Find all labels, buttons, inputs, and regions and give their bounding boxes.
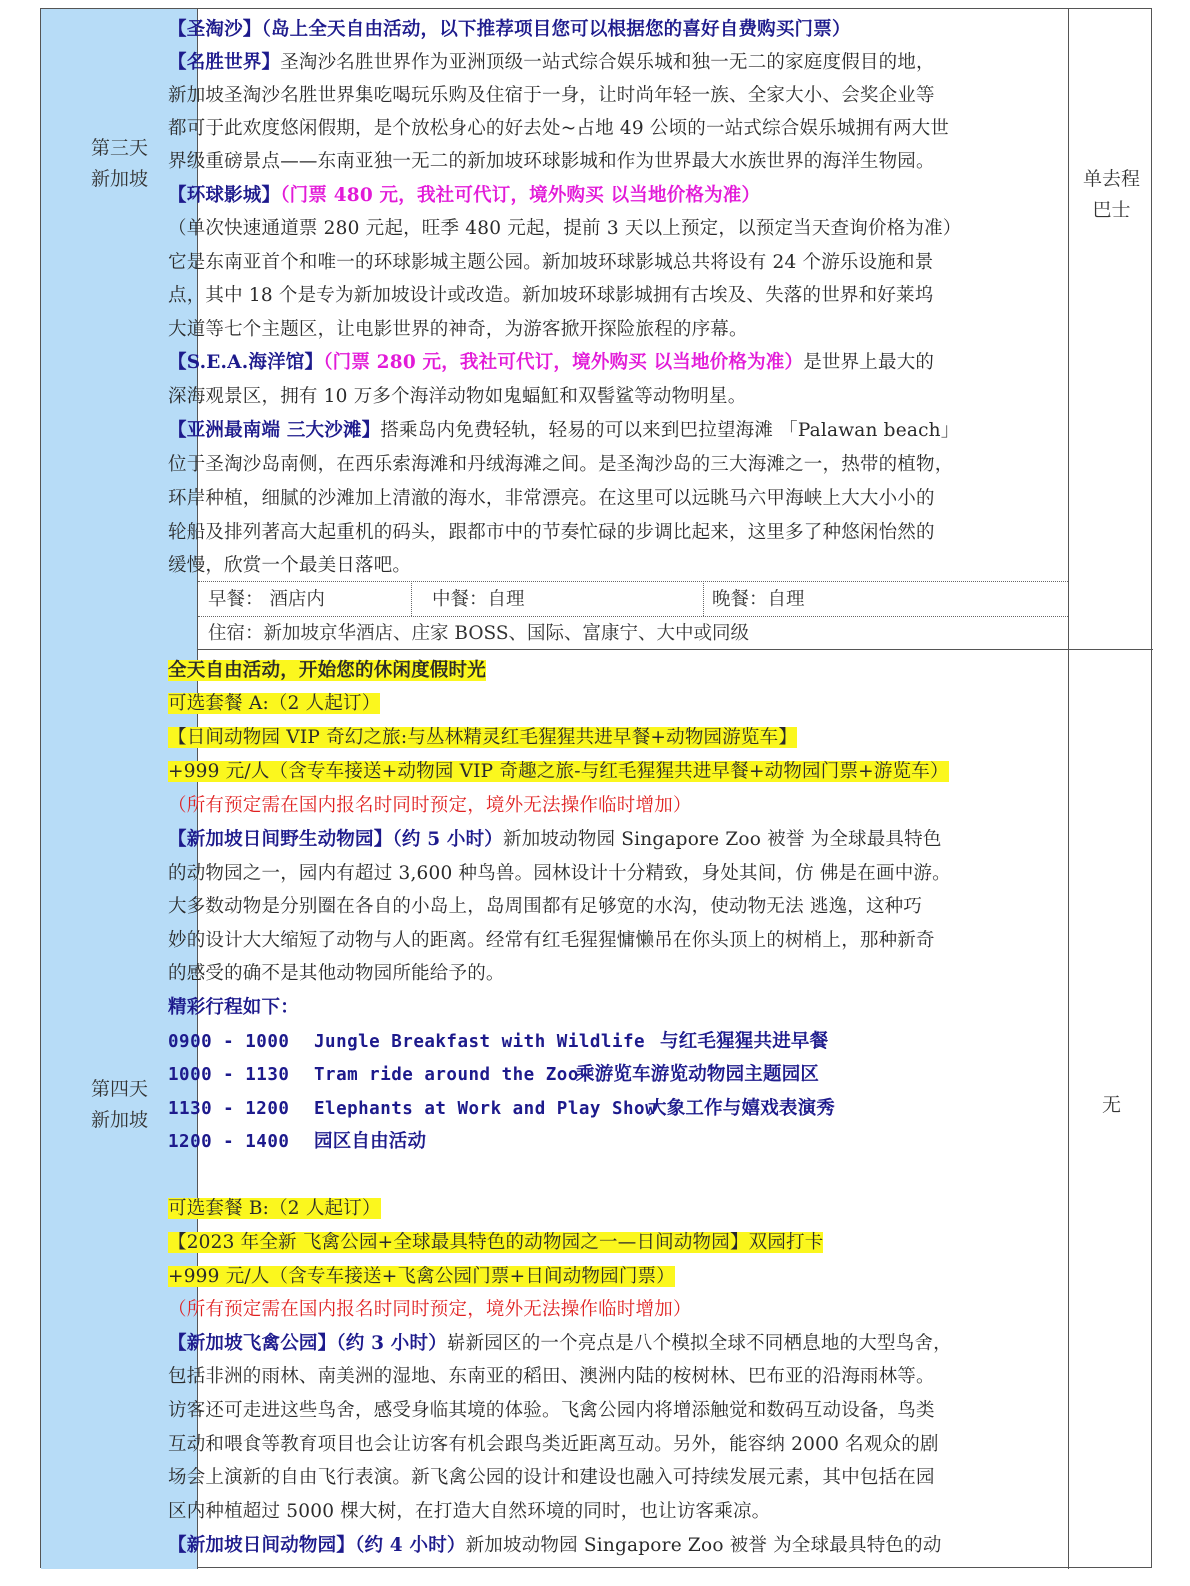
sea-aquarium-line (168, 346, 934, 379)
text-line: （单次快速通道票 280 元起，旺季 480 元起，提前 3 天以上预定，以预定当天查询价格为准） (168, 218, 962, 239)
schedule-activity-en: Jungle Breakfast with Wildlife (314, 1032, 646, 1052)
schedule-time: 1200 - 1400 (168, 1132, 290, 1152)
zoo-heading-line (168, 823, 942, 856)
text-line: 包括非洲的雨林、南美洲的湿地、东南亚的稻田、澳洲内陆的桉树林、巴布亚的沿海雨林等。 (168, 1366, 935, 1387)
beaches-title: 【亚洲最南端 三大沙滩】 (168, 420, 381, 441)
day4-transport-cell (1068, 649, 1153, 1569)
schedule-heading: 精彩行程如下： (168, 997, 299, 1018)
uss-heading-line (168, 179, 760, 212)
day4-label-line2: 新加坡 (90, 1109, 148, 1131)
uss-price-note: （门票 480 元，我社可代订，境外购买 以当地价格为准） (280, 185, 761, 206)
schedule-row-1 (168, 1025, 828, 1058)
zoo-text: 新加坡动物园 Singapore Zoo 被誉 为全球最具特色 (503, 829, 942, 850)
day-zoo-heading-line (168, 1529, 942, 1562)
text-line: 界级重磅景点——东南亚独一无二的新加坡环球影城和作为世界最大水族世界的海洋生物园。 (168, 151, 935, 172)
text-line: 它是东南亚首个和唯一的环球影城主题公园。新加坡环球影城总共将设有 24 个游乐设施和景 (168, 252, 934, 273)
day3-transport-line1: 单去程 (1082, 168, 1140, 190)
text-line: 访客还可走进这些鸟舍，感受身临其境的体验。飞禽公园内将增添触觉和数码互动设备，鸟类 (168, 1400, 935, 1421)
uss-title: 【环球影城】 (168, 185, 281, 206)
text-line: 大多数动物是分别圈在各自的小岛上，岛周围都有足够宽的水沟，使动物无法 逃逸，这种巧 (168, 896, 923, 917)
beaches-text: 搭乘岛内免费轻轨，轻易的可以来到巴拉望海滩 「Palawan beach」 (380, 420, 960, 441)
text-line: 新加坡圣淘沙名胜世界集吃喝玩乐购及住宿于一身，让时尚年轻一族、全家大小、会奖企业等 (168, 85, 935, 106)
package-a-name: 【日间动物园 VIP 奇幻之旅:与丛林精灵红毛猩猩共进早餐+动物园游览车】 (168, 727, 798, 748)
sentosa-heading-text: 【圣淘沙】（岛上全天自由活动，以下推荐项目您可以根据您的喜好自费购买门票） (168, 19, 851, 40)
package-a-note: （所有预定需在国内报名时同时预定，境外无法操作临时增加） (168, 795, 692, 816)
free-day-text: 全天自由活动，开始您的休闲度假时光 (168, 660, 486, 681)
beaches-line (168, 414, 959, 447)
text-line: 区内种植超过 5000 棵大树，在打造大自然环境的同时，也让访客乘凉。 (168, 1501, 771, 1522)
day-zoo-text: 新加坡动物园 Singapore Zoo 被誉 为全球最具特色的动 (465, 1535, 942, 1556)
sentosa-heading (168, 13, 851, 46)
package-a-title-line (168, 687, 380, 720)
zoo-title: 【新加坡日间野生动物园】（约 5 小时） (168, 829, 504, 850)
schedule-time: 1000 - 1130 (168, 1065, 290, 1085)
schedule-activity-en: Elephants at Work and Play Show (314, 1099, 657, 1119)
schedule-activity-en: Tram ride around the Zoo (314, 1065, 579, 1085)
text-line: 的动物园之一，园内有超过 3,600 种鸟兽。园林设计十分精致，身处其间，仿 佛是在画中游。 (168, 863, 951, 884)
text-line: 的感受的确不是其他动物园所能给予的。 (168, 963, 505, 984)
schedule-activity-cn: 大象工作与嬉戏表演秀 (648, 1098, 836, 1119)
package-b-price: +999 元/人（含专车接送+飞禽公园门票+日间动物园门票） (168, 1266, 675, 1287)
sea-aquarium-text: 是世界上最大的 (803, 352, 935, 373)
package-b-name: 【2023 年全新 飞禽公园+全球最具特色的动物园之一—日间动物园】双园打卡 (168, 1232, 824, 1253)
text-line: 环岸种植，细腻的沙滩加上清澈的海水，非常漂亮。在这里可以远眺马六甲海峡上大大小小的 (168, 488, 935, 509)
sea-aquarium-price-note: （门票 280 元，我社可代订，境外购买 以当地价格为准） (323, 352, 804, 373)
text-line: 缓慢，欣赏一个最美日落吧。 (168, 555, 412, 576)
package-b-title: 可选套餐 B:（2 人起订） (168, 1198, 381, 1219)
schedule-time: 1130 - 1200 (168, 1099, 290, 1119)
text-line: 轮船及排列著高大起重机的码头，跟都市中的节奏忙碌的步调比起来，这里多了种悠闲怡然的 (168, 522, 935, 543)
day3-transport-line2: 巴士 (1092, 199, 1131, 221)
day3-label-line2: 新加坡 (90, 168, 148, 190)
lunch-cell: 中餐：自理 (432, 589, 525, 610)
day3-label-line1: 第三天 (90, 137, 148, 159)
day-zoo-title: 【新加坡日间动物园】（约 4 小时） (168, 1535, 466, 1556)
day4-transport: 无 (1101, 1094, 1121, 1116)
schedule-time: 0900 - 1000 (168, 1032, 290, 1052)
meal-separator-2 (703, 581, 704, 616)
text-line: 大道等七个主题区，让电影世界的神奇，为游客掀开探险旅程的序幕。 (168, 319, 748, 340)
text-line: 场会上演新的自由飞行表演。新飞禽公园的设计和建设也融入可持续发展元素，其中包括在园 (168, 1467, 935, 1488)
text-line: 点，其中 18 个是专为新加坡设计或改造。新加坡环球影城拥有古埃及、失落的世界和好莱坞 (168, 285, 934, 306)
bird-park-text: 崭新园区的一个亮点是八个模拟全球不同栖息地的大型鸟舍， (446, 1333, 952, 1354)
package-a-name-line (168, 721, 797, 754)
day3-transport-cell (1068, 9, 1153, 649)
bird-park-heading-line (168, 1327, 952, 1360)
rws-paragraph-line (168, 46, 935, 79)
package-a-price: +999 元/人（含专车接送+动物园 VIP 奇趣之旅-与红毛猩猩共进早餐+动物园门票+游览车） (168, 761, 949, 782)
package-b-title-line (168, 1192, 381, 1225)
text-line: 互动和喂食等教育项目也会让访客有机会跟鸟类近距离互动。另外，能容纳 2000 名观众的剧 (168, 1434, 939, 1455)
package-b-price-line (168, 1260, 675, 1293)
schedule-activity-cn: 园区自由活动 (314, 1131, 427, 1152)
package-a-price-line (168, 755, 949, 788)
schedule-activity-cn: 与红毛猩猩共进早餐 (660, 1031, 829, 1052)
breakfast-cell: 早餐： 酒店内 (208, 589, 325, 610)
text-line: 深海观景区，拥有 10 万多个海洋动物如鬼蝠魟和双髻鲨等动物明星。 (168, 386, 747, 407)
bird-park-title: 【新加坡飞禽公园】（约 3 小时） (168, 1333, 447, 1354)
dinner-cell: 晚餐：自理 (712, 589, 805, 610)
package-b-name-line (168, 1226, 823, 1259)
meal-separator-1 (411, 581, 412, 616)
text-line: 妙的设计大大缩短了动物与人的距离。经常有红毛猩猩慵懒吊在你头顶上的树梢上，那种新奇 (168, 930, 935, 951)
day4-label-line1: 第四天 (90, 1078, 148, 1100)
schedule-row-4 (168, 1125, 426, 1158)
schedule-row-3 (168, 1092, 835, 1125)
schedule-row-2 (168, 1058, 819, 1091)
package-b-note: （所有预定需在国内报名时同时预定，境外无法操作临时增加） (168, 1299, 692, 1320)
rws-text: 圣淘沙名胜世界作为亚洲顶级一站式综合娱乐城和独一无二的家庭度假目的地， (280, 52, 935, 73)
package-a-title: 可选套餐 A:（2 人起订） (168, 693, 381, 714)
text-line: 位于圣淘沙岛南侧，在西乐索海滩和丹绒海滩之间。是圣淘沙岛的三大海滩之一，热带的植物， (168, 454, 954, 475)
schedule-activity-cn: 乘游览车游览动物园主题园区 (576, 1064, 820, 1085)
rws-title: 【名胜世界】 (168, 52, 281, 73)
free-day-heading (168, 654, 486, 687)
sea-aquarium-title: 【S.E.A.海洋馆】 (168, 352, 324, 373)
text-line: 都可于此欢度悠闲假期，是个放松身心的好去处~占地 49 公顷的一站式综合娱乐城拥有两大世 (168, 118, 950, 139)
hotel-cell: 住宿：新加坡京华酒店、庄家 BOSS、国际、富康宁、大中或同级 (208, 623, 750, 644)
